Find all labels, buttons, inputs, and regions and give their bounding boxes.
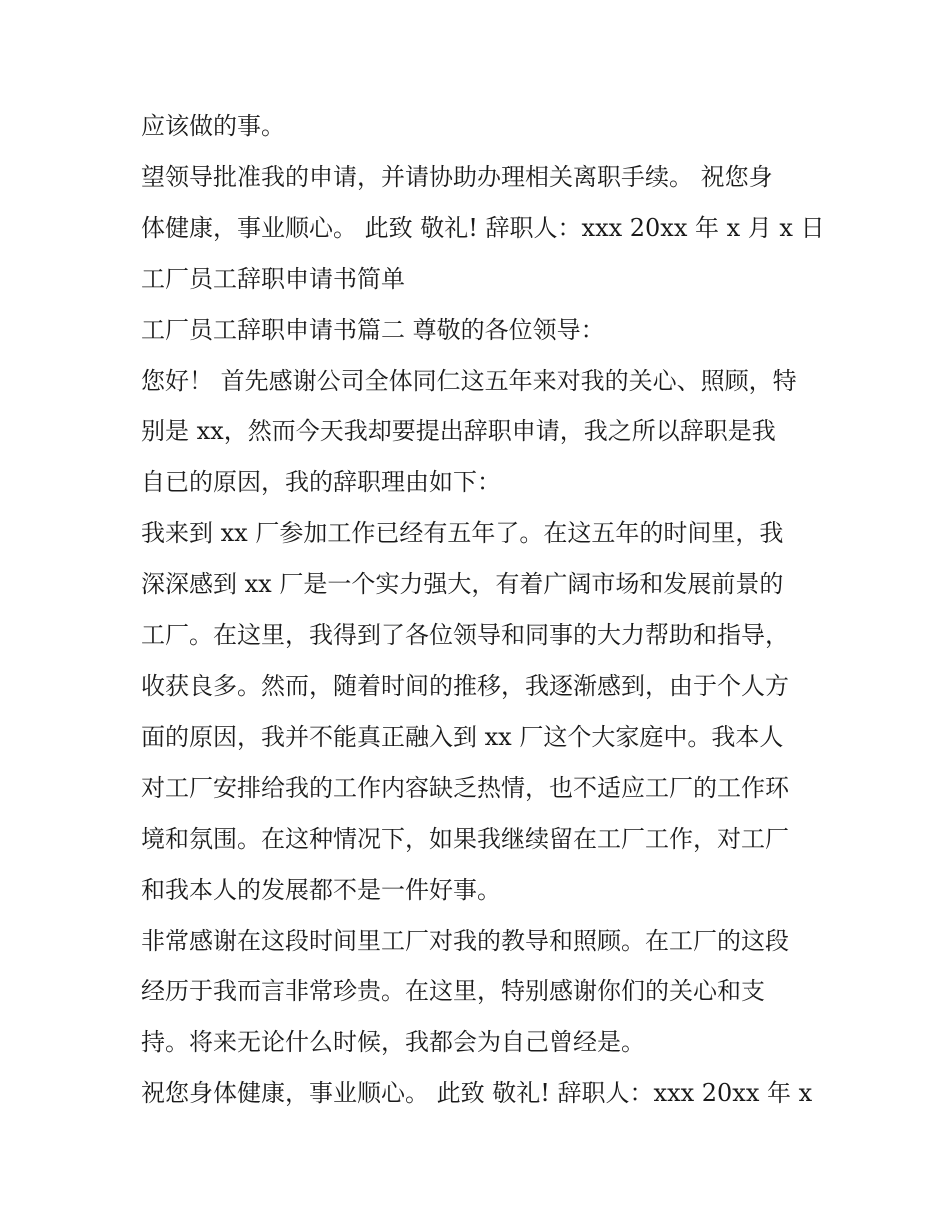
document-body xyxy=(141,101,825,1119)
text-line: 工厂员工辞职申请书篇二 尊敬的各位领导： xyxy=(141,315,605,344)
text-line: 非常感谢在这段时间里工厂对我的教导和照顾。在工厂的这段 xyxy=(141,926,789,955)
text-line: 工厂。在这里，我得到了各位领导和同事的大力帮助和指导， xyxy=(141,621,789,650)
text-line: 深深感到 xx 厂是一个实力强大，有着广阔市场和发展前景的 xyxy=(141,570,784,599)
text-line: 境和氛围。在这种情况下，如果我继续留在工厂工作，对工厂 xyxy=(141,824,789,853)
text-line: 我来到 xx 厂参加工作已经有五年了。在这五年的时间里，我 xyxy=(141,519,784,548)
text-line: 别是 xx，然而今天我却要提出辞职申请，我之所以辞职是我 xyxy=(141,417,776,446)
text-line: 面的原因，我并不能真正融入到 xx 厂这个大家庭中。我本人 xyxy=(141,722,784,751)
text-line: 您好！ 首先感谢公司全体同仁这五年来对我的关心、照顾，特 xyxy=(141,366,797,395)
text-line: 自已的原因，我的辞职理由如下： xyxy=(141,468,501,497)
text-line: 体健康，事业顺心。 此致 敬礼! 辞职人：xxx 20xx 年 x 月 x 日 xyxy=(141,213,825,242)
text-line: 工厂员工辞职申请书简单 xyxy=(141,264,405,293)
text-line: 祝您身体健康，事业顺心。 此致 敬礼! 辞职人：xxx 20xx 年 x xyxy=(141,1079,813,1108)
text-line: 持。将来无论什么时候，我都会为自己曾经是。 xyxy=(141,1028,645,1057)
text-line: 经历于我而言非常珍贵。在这里，特别感谢你们的关心和支 xyxy=(141,977,765,1006)
text-line: 收获良多。然而，随着时间的推移，我逐渐感到，由于个人方 xyxy=(141,671,789,700)
text-line: 对工厂安排给我的工作内容缺乏热情，也不适应工厂的工作环 xyxy=(141,773,789,802)
text-line: 望领导批准我的申请，并请协助办理相关离职手续。 祝您身 xyxy=(141,162,773,191)
text-line: 应该做的事。 xyxy=(141,112,285,140)
text-line: 和我本人的发展都不是一件好事。 xyxy=(141,875,501,904)
